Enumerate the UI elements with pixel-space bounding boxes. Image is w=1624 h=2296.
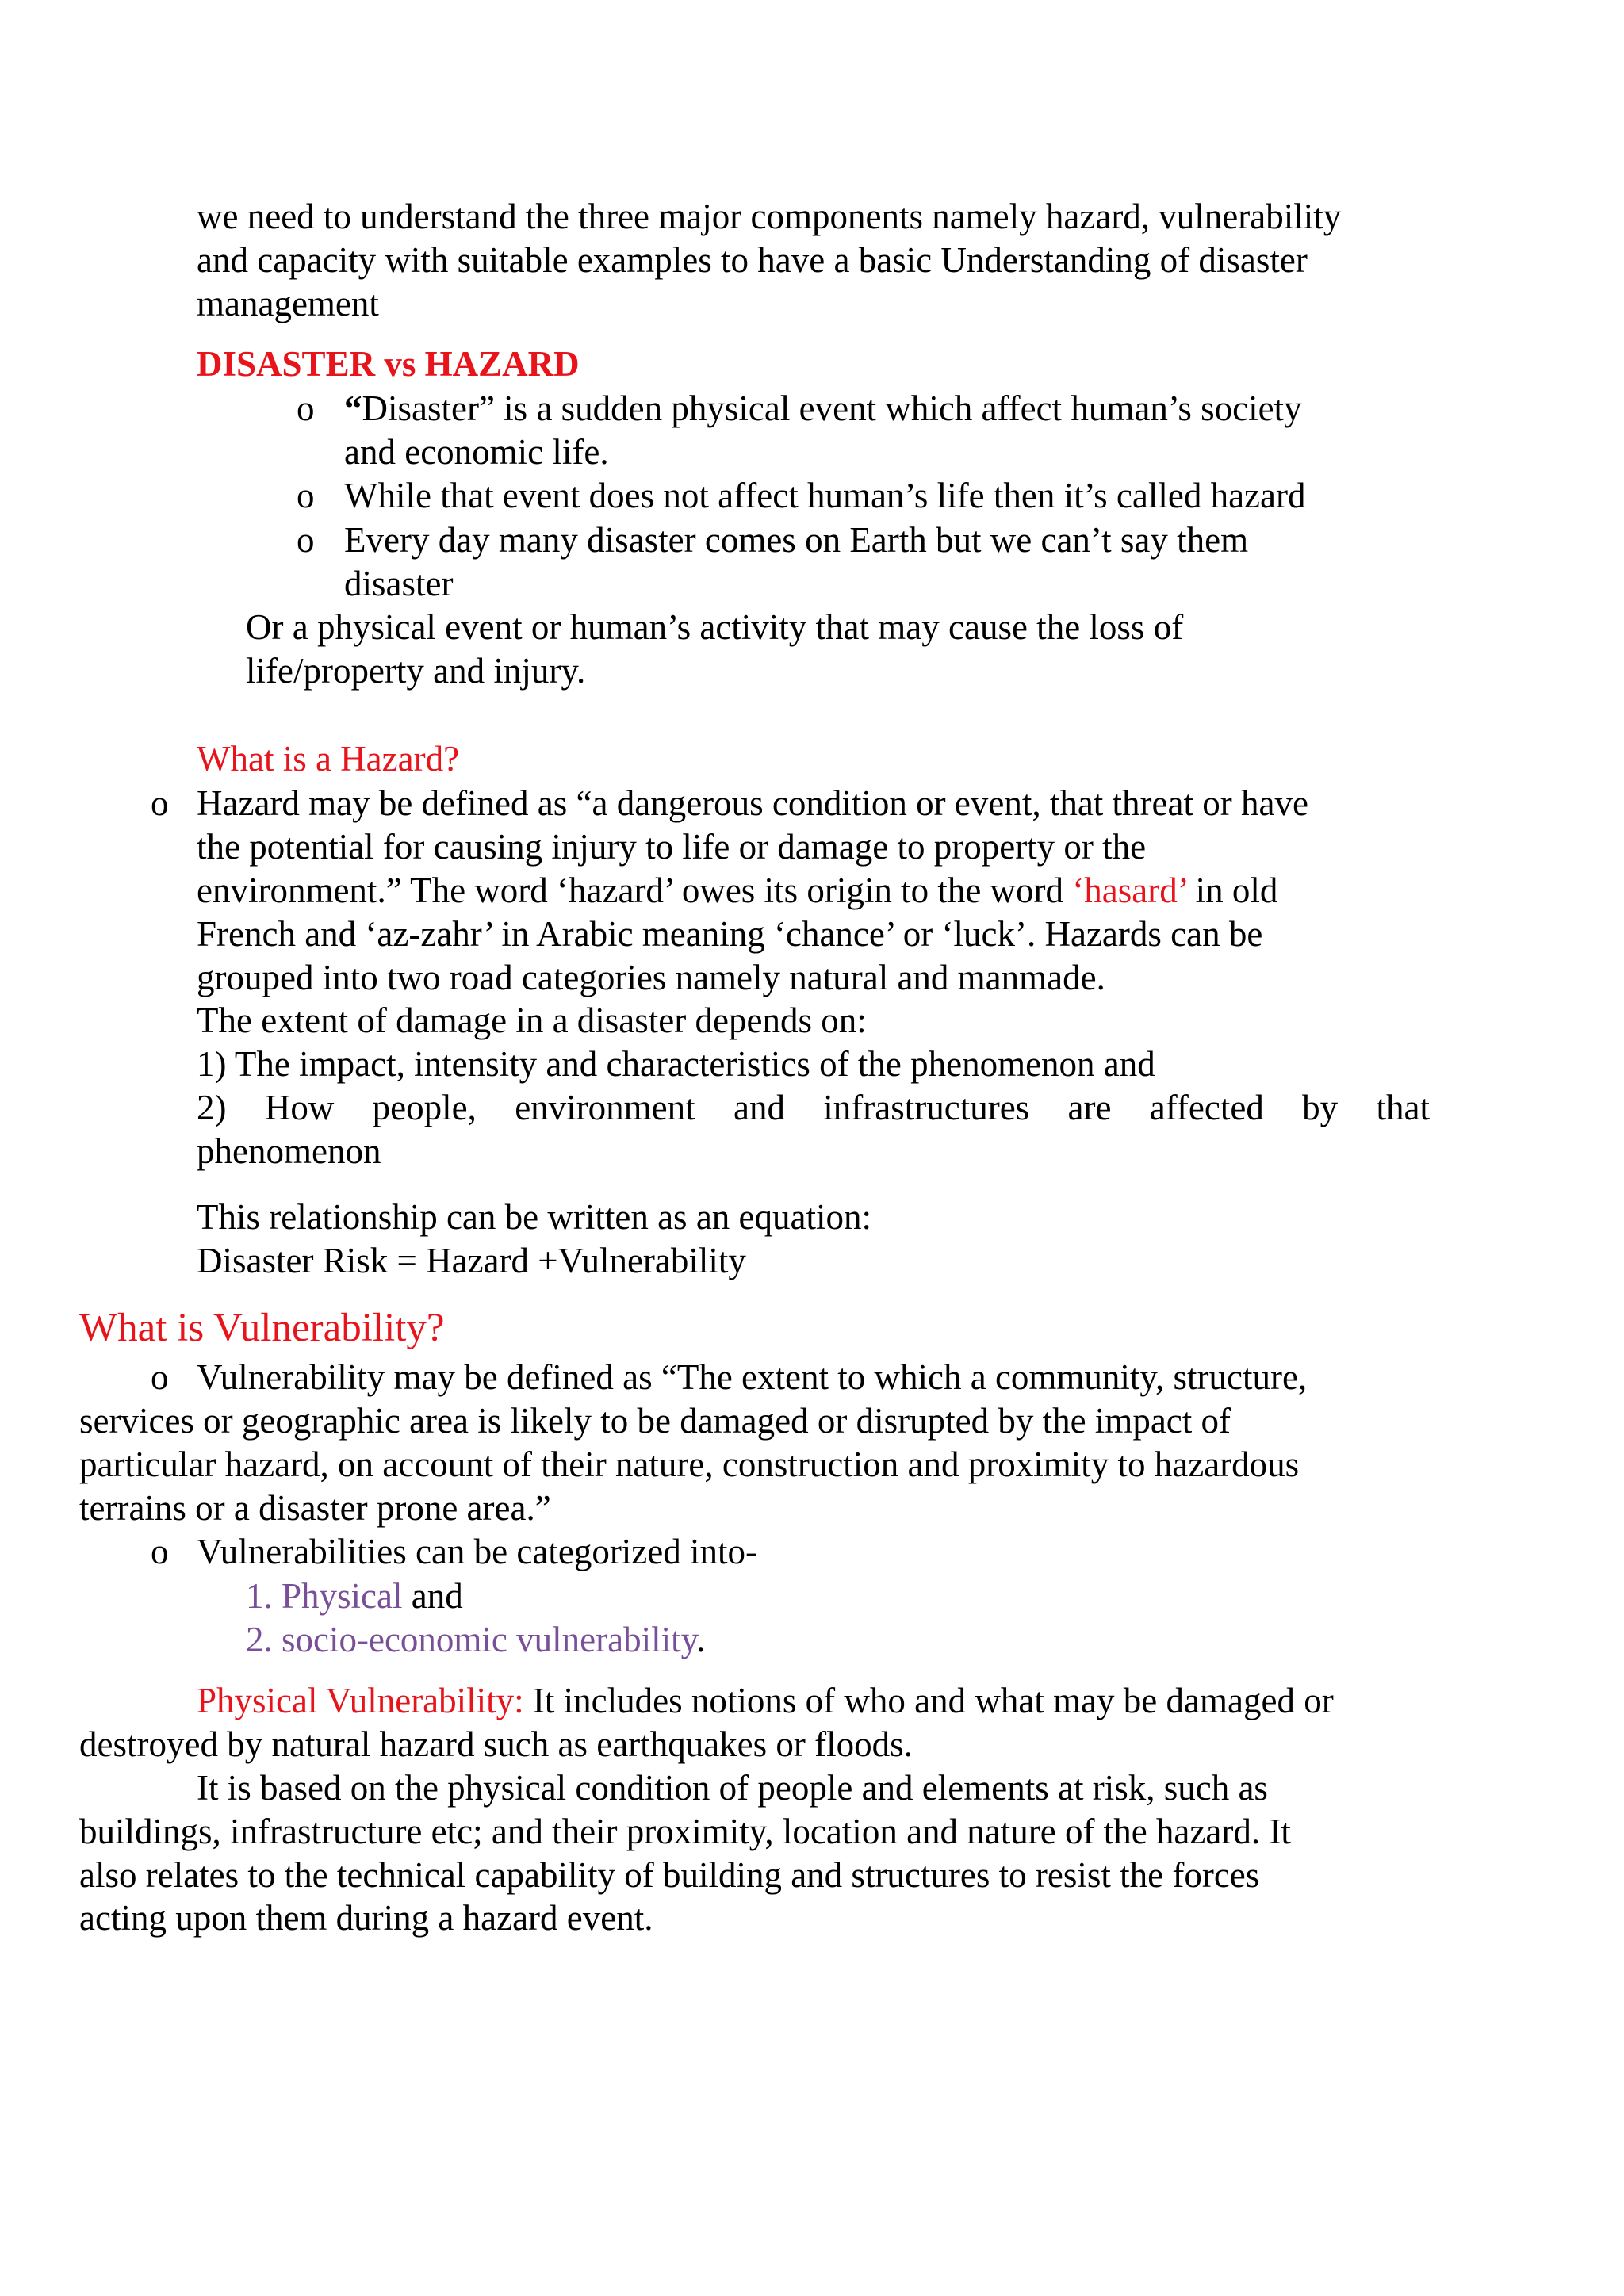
hazard-line: in old — [1186, 870, 1278, 910]
or-line: life/property and injury. — [246, 650, 586, 691]
equation: Disaster Risk = Hazard +Vulnerability — [197, 1240, 746, 1280]
hasard-word: ‘hasard’ — [1072, 870, 1187, 910]
bullet-marker: o — [151, 1531, 169, 1571]
def-line: services or geographic area is likely to be damaged or disrupted by the impact of — [79, 1400, 1231, 1441]
physical-vulnerability-section — [79, 1679, 1507, 1940]
physical-vulnerability-label: Physical Vulnerability: — [197, 1681, 524, 1720]
category-physical: 1. Physical — [246, 1576, 403, 1616]
bullet-text: disaster — [344, 563, 454, 603]
category-socio-economic: 2. socio-economic vulnerability — [246, 1619, 697, 1659]
pv-line: buildings, infrastructure etc; and their proximity, location and nature of the hazard. It — [79, 1811, 1291, 1851]
pv-line: destroyed by natural hazard such as earthquakes or floods. — [79, 1724, 913, 1764]
extent-item-2: 2) How people, environment and infrastructures are affected by that — [197, 1088, 1430, 1128]
hazard-line: grouped into two road categories namely natural and manmade. — [197, 957, 1105, 997]
hazard-line: environment.” The word ‘hazard’ owes its origin to the word — [197, 870, 1073, 910]
def-line: particular hazard, on account of their nature, construction and proximity to hazardous — [79, 1444, 1300, 1484]
bullet-marker: o — [297, 476, 315, 515]
bullet-marker: o — [297, 520, 315, 560]
def-line: terrains or a disaster prone area.” — [79, 1487, 551, 1528]
bullet-text: Disaster” is a sudden physical event which affect human’s society — [362, 388, 1302, 428]
category-suffix: . — [696, 1619, 706, 1659]
vulnerability-definition — [79, 1356, 1491, 1573]
pv-line: It is based on the physical condition of people and elements at risk, such as — [197, 1767, 1268, 1808]
or-line: Or a physical event or human’s activity that may cause the loss of — [246, 607, 1184, 647]
bullet-marker: o — [151, 1357, 169, 1397]
extent-line: The extent of damage in a disaster depends on: — [197, 1001, 867, 1041]
pv-line: acting upon them during a hazard event. — [79, 1898, 653, 1938]
hazard-line: French and ‘az-zahr’ in Arabic meaning ‘chance’ or ‘luck’. Hazards can be — [197, 913, 1263, 954]
intro-line: management — [197, 283, 379, 323]
intro-line: we need to understand the three major components namely hazard, vulnerability — [197, 197, 1342, 236]
bullet-text: Every day many disaster comes on Earth but we can’t say them — [344, 520, 1249, 560]
relation-line: This relationship can be written as an equation: — [197, 1197, 872, 1237]
def-line: Vulnerability may be defined as “The extent to which a community, structure, — [197, 1357, 1308, 1397]
categories-line: Vulnerabilities can be categorized into- — [197, 1531, 757, 1571]
bullet-marker: o — [297, 388, 315, 428]
hazard-line: Hazard may be defined as “a dangerous condition or event, that threat or have — [197, 783, 1308, 823]
disaster-vs-hazard-heading: DISASTER vs HAZARD — [197, 344, 580, 384]
pv-line: also relates to the technical capability of building and structures to resist the forces — [79, 1854, 1260, 1895]
intro-paragraph — [197, 195, 1426, 326]
categories-list — [246, 1575, 1435, 1662]
bullet-text: While that event does not affect human’s life then it’s called hazard — [344, 476, 1306, 515]
hazard-line: the potential for causing injury to life or damage to property or the — [197, 826, 1147, 867]
hazard-heading: What is a Hazard? — [197, 739, 460, 779]
extent-item-2-cont: phenomenon — [197, 1131, 381, 1172]
quote-mark: “ — [344, 388, 362, 428]
equation-block — [197, 1196, 1426, 1283]
bullet-text: and economic life. — [344, 431, 609, 472]
pv-line: It includes notions of who and what may be damaged or — [523, 1681, 1334, 1720]
or-definition — [246, 606, 1435, 693]
extent-item-1: 1) The impact, intensity and characteristics of the phenomenon and — [197, 1044, 1155, 1085]
bullet-marker: o — [151, 783, 169, 823]
category-suffix: and — [402, 1576, 463, 1616]
vulnerability-heading: What is Vulnerability? — [79, 1306, 445, 1350]
intro-line: and capacity with suitable examples to have a basic Understanding of disaster — [197, 239, 1308, 280]
